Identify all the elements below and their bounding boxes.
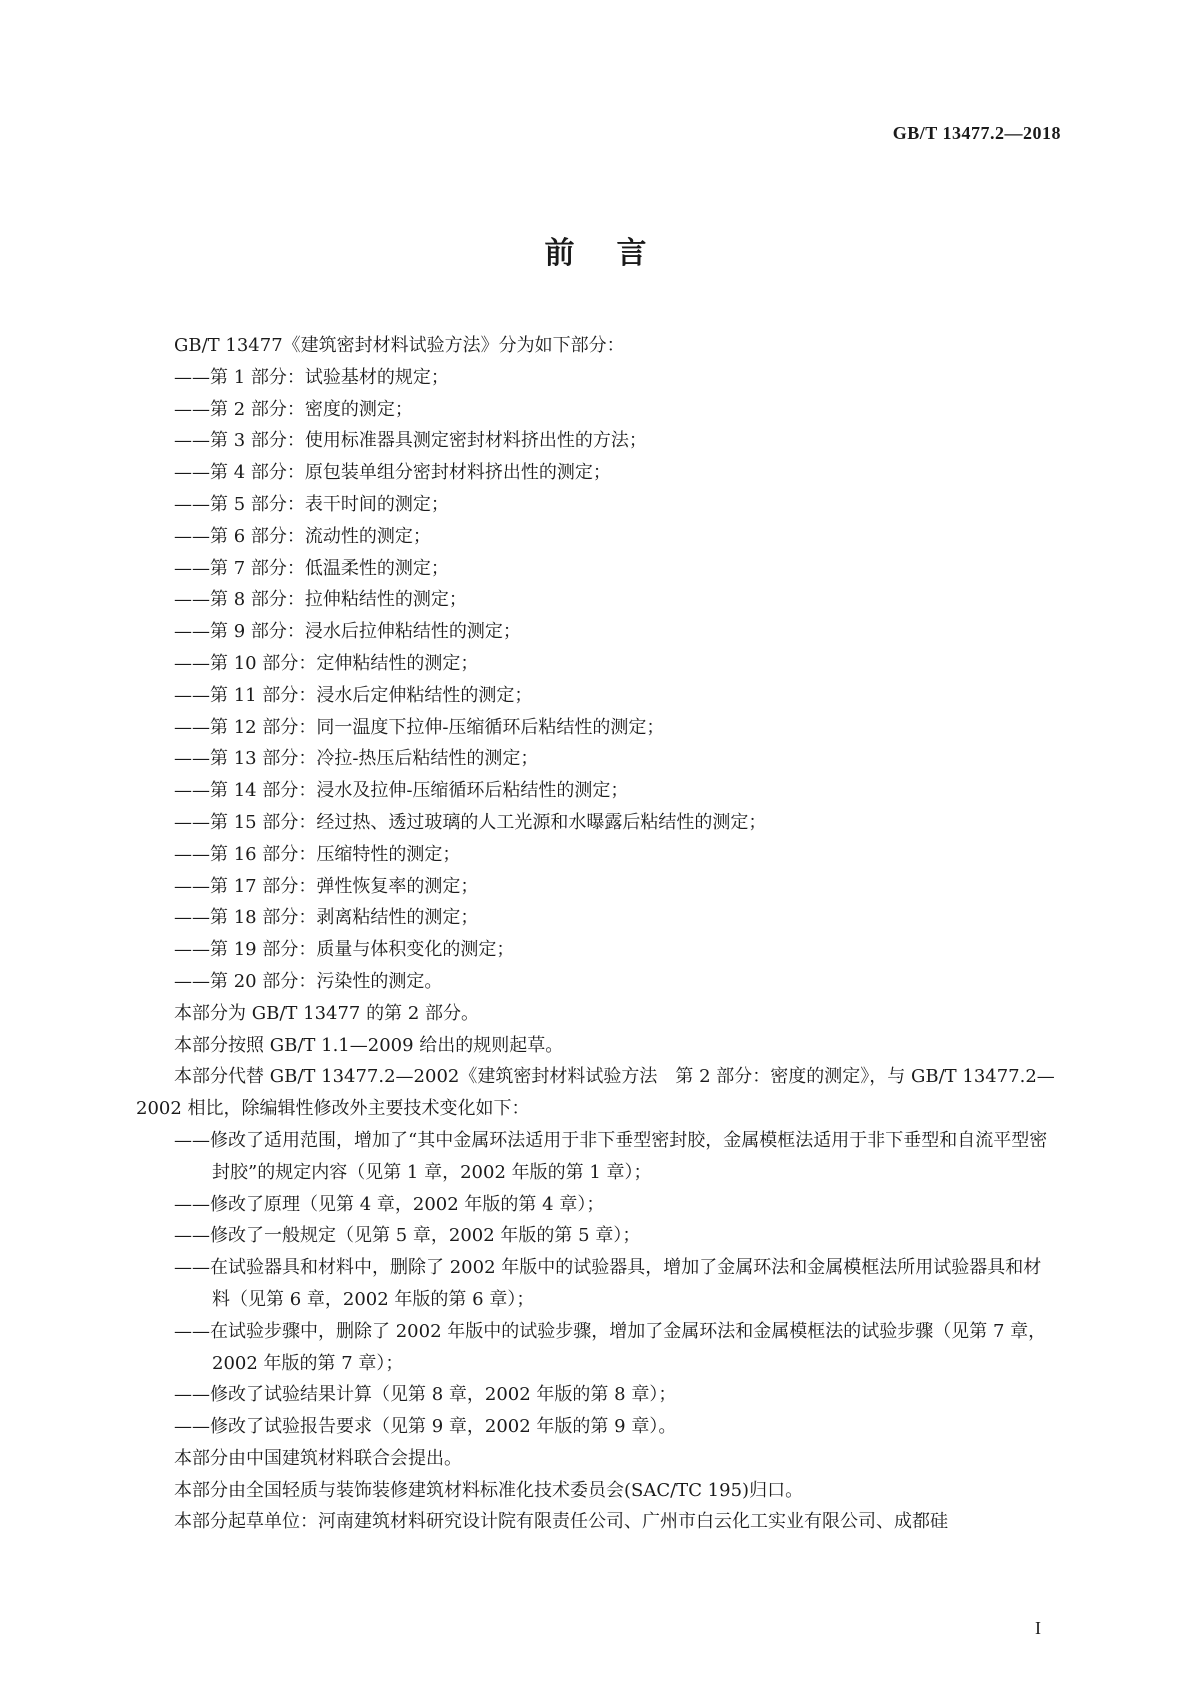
- change-item-text: 修改了一般规定（见第 5 章，2002 年版的第 5 章）；: [210, 1225, 641, 1247]
- dash-mark: ——: [174, 493, 210, 515]
- dash-mark: ——: [174, 430, 210, 452]
- part-item: [174, 362, 1056, 394]
- parts-list: [136, 362, 1056, 998]
- part-item-text: 第 5 部分：表干时间的测定；: [210, 493, 449, 515]
- dash-mark: ——: [174, 748, 210, 770]
- part-item: [174, 871, 1056, 903]
- part-of-paragraph: 本部分为 GB/T 13477 的第 2 部分。: [174, 1002, 479, 1024]
- part-item: [174, 584, 1056, 616]
- part-item-text: 第 4 部分：原包装单组分密封材料挤出性的测定；: [210, 462, 611, 484]
- part-item-text: 第 12 部分：同一温度下拉伸-压缩循环后粘结性的测定；: [210, 716, 665, 738]
- standard-code: GB/T 13477.2—2018: [892, 123, 1061, 143]
- dash-mark: ——: [174, 716, 210, 738]
- title-char-2: 言: [616, 236, 647, 271]
- dash-mark: ——: [174, 525, 210, 547]
- part-item-text: 第 9 部分：浸水后拉伸粘结性的测定；: [210, 621, 521, 643]
- dash-mark: ——: [174, 652, 210, 674]
- part-item: [174, 807, 1056, 839]
- change-item: [174, 1379, 1056, 1411]
- document-body: [136, 330, 1056, 1538]
- dash-mark: ——: [174, 907, 210, 929]
- dash-mark: ——: [174, 780, 210, 802]
- drafting-units-paragraph: 本部分起草单位：河南建筑材料研究设计院有限责任公司、广州市白云化工实业有限公司、成都硅: [174, 1511, 948, 1533]
- change-item: [174, 1411, 1056, 1443]
- page-title: [0, 228, 1191, 272]
- part-item-text: 第 18 部分：剥离粘结性的测定；: [210, 907, 479, 929]
- part-item-text: 第 6 部分：流动性的测定；: [210, 525, 431, 547]
- part-item-text: 第 7 部分：低温柔性的测定；: [210, 557, 449, 579]
- part-item-text: 第 20 部分：污染性的测定。: [210, 970, 443, 992]
- dash-mark: ——: [174, 1225, 210, 1247]
- change-item: [174, 1316, 1056, 1380]
- part-item: [174, 489, 1056, 521]
- part-item: [174, 839, 1056, 871]
- change-item-text: 修改了试验报告要求（见第 9 章，2002 年版的第 9 章）。: [210, 1416, 677, 1438]
- dash-mark: ——: [174, 621, 210, 643]
- replaces-paragraph: 本部分代替 GB/T 13477.2—2002《建筑密封材料试验方法 第 2 部分：密度的测定》，与 GB/T 13477.2—2002 相比，除编辑性修改外主要技术变化如下：: [136, 1066, 1055, 1120]
- change-item: [174, 1252, 1056, 1316]
- dash-mark: ——: [174, 684, 210, 706]
- part-item: [174, 934, 1056, 966]
- dash-mark: ——: [174, 557, 210, 579]
- part-item-text: 第 2 部分：密度的测定；: [210, 398, 413, 420]
- part-item: [174, 553, 1056, 585]
- proposed-by-paragraph: 本部分由中国建筑材料联合会提出。: [174, 1447, 462, 1469]
- change-item: [174, 1220, 1056, 1252]
- part-item: [174, 425, 1056, 457]
- part-item-text: 第 15 部分：经过热、透过玻璃的人工光源和水曝露后粘结性的测定；: [210, 811, 767, 833]
- part-item-text: 第 11 部分：浸水后定伸粘结性的测定；: [210, 684, 533, 706]
- change-item: [174, 1189, 1056, 1221]
- part-item-text: 第 16 部分：压缩特性的测定；: [210, 843, 461, 865]
- centralized-by-paragraph: 本部分由全国轻质与装饰装修建筑材料标准化技术委员会(SAC/TC 195)归口。: [174, 1479, 804, 1501]
- drafting-rules-paragraph: 本部分按照 GB/T 1.1—2009 给出的规则起草。: [174, 1034, 564, 1056]
- dash-mark: ——: [174, 1129, 210, 1151]
- part-item-text: 第 14 部分：浸水及拉伸-压缩循环后粘结性的测定；: [210, 780, 629, 802]
- part-item-text: 第 10 部分：定伸粘结性的测定；: [210, 652, 479, 674]
- part-item-text: 第 3 部分：使用标准器具测定密封材料挤出性的方法；: [210, 430, 647, 452]
- dash-mark: ——: [174, 1384, 210, 1406]
- change-item-text: 修改了适用范围，增加了“其中金属环法适用于非下垂型密封胶，金属模框法适用于非下垂型和自流平型密封胶”的规定内容（见第 1 章，2002 年版的第 1 章）；: [210, 1129, 1048, 1183]
- dash-mark: ——: [174, 1193, 210, 1215]
- dash-mark: ——: [174, 366, 210, 388]
- part-item: [174, 775, 1056, 807]
- dash-mark: ——: [174, 1416, 210, 1438]
- changes-list: [136, 1125, 1056, 1443]
- dash-mark: ——: [174, 398, 210, 420]
- part-item: [174, 680, 1056, 712]
- part-item-text: 第 13 部分：冷拉-热压后粘结性的测定；: [210, 748, 539, 770]
- part-item: [174, 616, 1056, 648]
- dash-mark: ——: [174, 970, 210, 992]
- part-item-text: 第 8 部分：拉伸粘结性的测定；: [210, 589, 467, 611]
- part-item-text: 第 19 部分：质量与体积变化的测定；: [210, 939, 515, 961]
- title-char-1: 前: [544, 236, 575, 271]
- part-item: [174, 648, 1056, 680]
- dash-mark: ——: [174, 811, 210, 833]
- dash-mark: ——: [174, 843, 210, 865]
- dash-mark: ——: [174, 1320, 210, 1342]
- part-item: [174, 394, 1056, 426]
- change-item-text: 在试验器具和材料中，删除了 2002 年版中的试验器具，增加了金属环法和金属模框法所用试验器具和材料（见第 6 章，2002 年版的第 6 章）；: [210, 1257, 1042, 1310]
- part-item-text: 第 17 部分：弹性恢复率的测定；: [210, 875, 479, 897]
- part-item: [174, 457, 1056, 489]
- page-number: I: [1035, 1618, 1041, 1638]
- part-item: [174, 902, 1056, 934]
- part-item: [174, 966, 1056, 998]
- dash-mark: ——: [174, 589, 210, 611]
- change-item-text: 修改了原理（见第 4 章，2002 年版的第 4 章）；: [210, 1193, 605, 1215]
- dash-mark: ——: [174, 939, 210, 961]
- dash-mark: ——: [174, 875, 210, 897]
- change-item: [174, 1125, 1056, 1189]
- part-item: [174, 712, 1056, 744]
- intro-paragraph: GB/T 13477《建筑密封材料试验方法》分为如下部分：: [174, 335, 625, 356]
- part-item: [174, 521, 1056, 553]
- part-item-text: 第 1 部分：试验基材的规定；: [210, 366, 449, 388]
- dash-mark: ——: [174, 1257, 210, 1279]
- change-item-text: 修改了试验结果计算（见第 8 章，2002 年版的第 8 章）；: [210, 1384, 677, 1406]
- change-item-text: 在试验步骤中，删除了 2002 年版中的试验步骤，增加了金属环法和金属模框法的试验步骤（见第 7 章，2002 年版的第 7 章）；: [210, 1320, 1047, 1374]
- part-item: [174, 743, 1056, 775]
- dash-mark: ——: [174, 462, 210, 484]
